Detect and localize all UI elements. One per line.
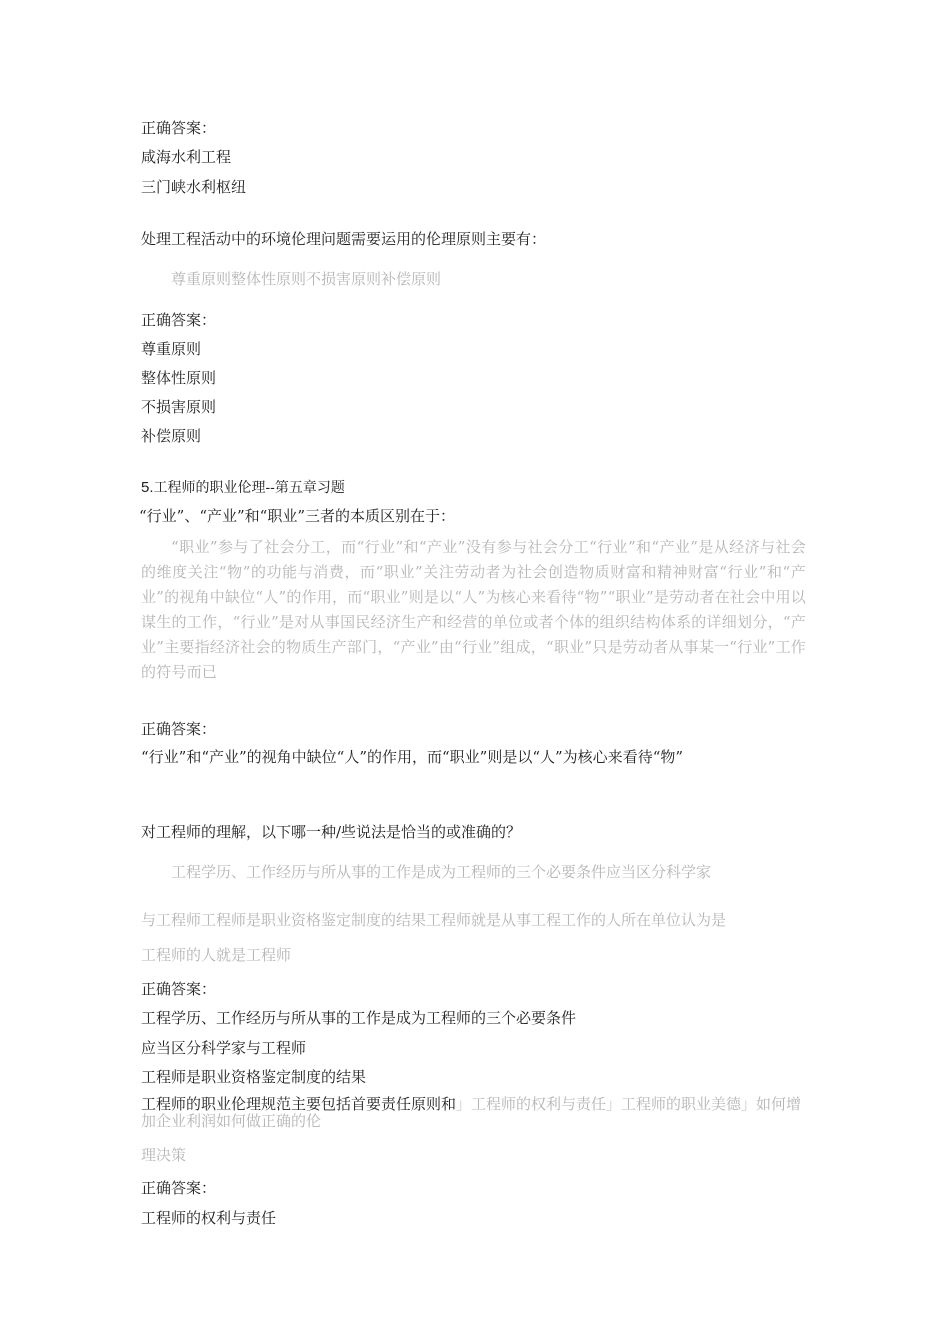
- options-text: 尊重原则整体性原则不损害原则补偿原则: [171, 270, 442, 288]
- question-with-options: [141, 1096, 806, 1130]
- answer-item: 工程师的权利与责任: [141, 1209, 277, 1227]
- answer-item: 整体性原则: [141, 369, 217, 387]
- section-title: 工程师的职业伦理--第五章习题: [153, 479, 345, 495]
- answer-label: 正确答案：: [141, 1179, 217, 1197]
- answer-item: 三门峡水利枢纽: [141, 178, 247, 196]
- answer-item: 咸海水利工程: [141, 148, 232, 166]
- answer-label: 正确答案：: [141, 119, 217, 137]
- question-text: 对工程师的理解，以下哪一种/些说法是恰当的或准确的？: [141, 823, 522, 841]
- options-text: 与工程师工程师是职业资格鉴定制度的结果工程师就是从事工程工作的人所在单位认为是: [141, 911, 727, 929]
- answer-item: 工程师是职业资格鉴定制度的结果: [141, 1068, 367, 1086]
- options-text: 工程师的人就是工程师: [141, 946, 292, 964]
- question-text: 工程师的职业伦理规范主要包括首要责任原则和: [141, 1095, 457, 1113]
- answer-item: “行业”和“产业”的视角中缺位“人”的作用，而“职业”则是以“人”为核心来看待“物”: [141, 748, 684, 766]
- question-text: 处理工程活动中的环境伦理问题需要运用的伦理原则主要有：: [141, 230, 547, 248]
- options-text: 」工程师的权利与责任」工程师的职业美德」如何增加企业利润如何做正确的伦: [141, 1095, 802, 1130]
- options-text: 工程学历、工作经历与所从事的工作是成为工程师的三个必要条件应当区分科学家: [171, 863, 712, 881]
- answer-label: 正确答案：: [141, 311, 217, 329]
- answer-label: 正确答案：: [141, 720, 217, 738]
- section-heading: [141, 477, 345, 498]
- options-text: 理决策: [141, 1146, 187, 1164]
- answer-item: 补偿原则: [141, 427, 202, 445]
- answer-label: 正确答案：: [141, 980, 217, 998]
- answer-item: 应当区分科学家与工程师: [141, 1039, 307, 1057]
- answer-item: 不损害原则: [141, 398, 217, 416]
- question-text: “行业”、“产业”和“职业”三者的本质区别在于：: [139, 507, 456, 525]
- answer-item: 尊重原则: [141, 340, 202, 358]
- options-text: “职业”参与了社会分工，而“行业”和“产业”没有参与社会分工“行业”和“产业”是从经济与社会的维度关注“物”的功能与消费，而“职业”关注劳动者为社会创造物质财富和精神财富“行业”和“产业”的视角中缺位“人”的作用，而“职业”则是以“人”为核心来看待“物”“职业”是劳动者在社会中用以谋生的工作，“行业”是对从事国民经济生产和经营的单位或者个体的组织结构体系的详细划分，“产业”主要指经济社会的物质生产部门，“产业”由“行业”组成，“职业”只是劳动者从事某一“行业”工作的符号而已: [141, 538, 806, 681]
- section-number: 5.: [141, 479, 154, 496]
- answer-item: 工程学历、工作经历与所从事的工作是成为工程师的三个必要条件: [141, 1009, 577, 1027]
